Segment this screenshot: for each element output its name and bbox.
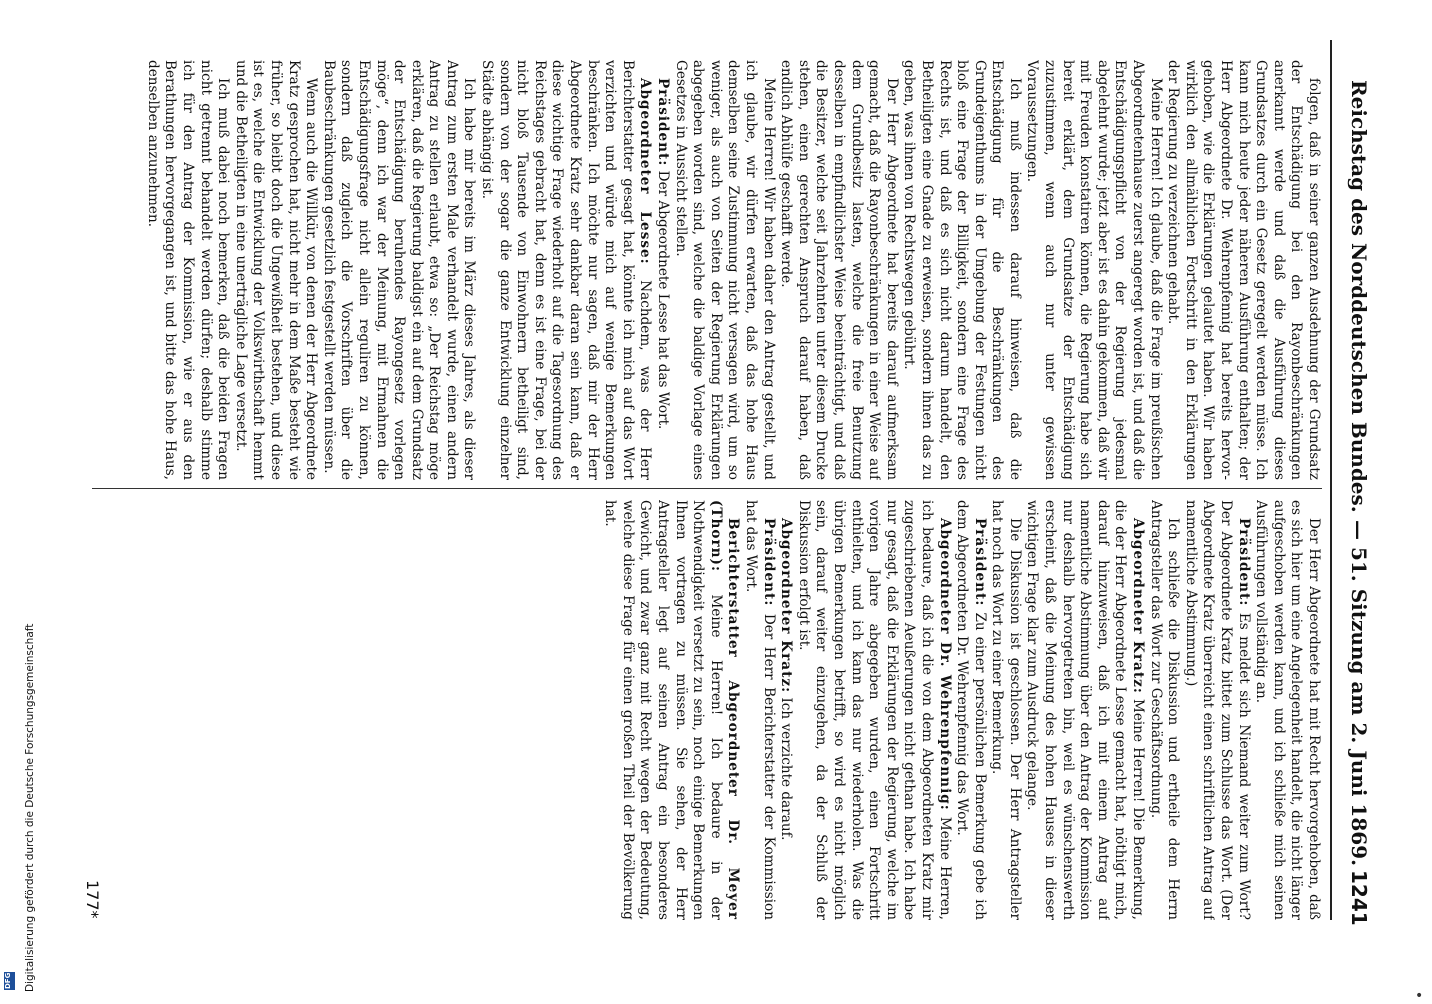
paragraph-text: Ich schließe die Diskussion und ertheile dem Herrn Antragsteller das Wort zur Geschäftsordnung. bbox=[1147, 500, 1182, 920]
paragraph bbox=[319, 60, 477, 480]
header-session: — 51. Sitzung am 2. Juni 1869. bbox=[1347, 520, 1371, 867]
paragraph-text: Meine Herren! Ich glaube, daß die Frage im preußischen Abgeordnetenhause zuerst angeregt worden ist, und daß die Entschädigungspflicht von der Regierung jedesmal abgelehnt wurde; jetzt aber ist es dahin gekommen, daß wir mit Freuden konstatiren können, die Regierung habe sich bereit erklärt, dem Grundsatze der Entschädigung zuzustimmen, wenn auch nur unter gewissen Voraussetzungen. bbox=[1024, 60, 1164, 480]
paragraph-text: Es meldet sich Niemand weiter zum Wort? Der Abgeordnete Kratz bittet zum Schlusse das Wort. (Der Abgeordnete Kratz überreicht einen schriftlichen Antrag auf namentliche Abstimmung.) bbox=[1182, 500, 1252, 920]
digitization-credit-text: Digitalisierung gefördert durch die Deutsche Forschungsgemeinschaft bbox=[24, 623, 36, 992]
speaker-name: Präsident: bbox=[971, 518, 988, 607]
column-divider bbox=[92, 488, 1322, 489]
paragraph-text: Ich muß dabei noch bemerken, daß die beiden Fragen nicht getrennt behandelt werden dürfen; deshalb stimme ich für den Antrag der Kommission, wie er aus den Berathungen hervorgegangen ist, und bitte das hohe Haus, denselben anzunehmen. bbox=[144, 60, 232, 480]
paragraph-text: Meine Herren! Die Bemerkung, die der Herr Abgeordnete Lesse gemacht hat, nöthigt mich, darauf hinzuweisen, daß ich mit einem Antrag auf namentliche Abstimmung über den Antrag der Kommission nur deshalb hervorgetreten bin, weil es wünschenswerth erscheint, daß die Meinung des hohen Hauses in dieser wichtigen Frage klar zum Ausdruck gelange. bbox=[1024, 500, 1147, 920]
paragraph bbox=[794, 500, 952, 920]
right-column bbox=[72, 500, 1322, 920]
speaker-name: Präsident: bbox=[655, 78, 672, 167]
paragraph-text: folgen, daß in seiner ganzen Ausdehnung der Grundsatz der Entschädigung bei den Rayonbeschränkungen anerkannt werde und daß die Ausführung dieses Grundsatzes durch ein Gesetz geregelt werden müsse. Ich kann mich heute jeder näheren Ausführung enthalten; der Herr Abgeordnete Dr. Wehrenpfennig hat bereits hervorgehoben, wie die Erklärungen gelautet haben. Wir haben wirklich den allmählichen Fortschritt in den Erklärungen der Regierung zu verzeichnen gehabt. bbox=[1165, 60, 1322, 480]
paragraph bbox=[671, 60, 777, 480]
paragraph bbox=[1164, 60, 1322, 480]
paragraph bbox=[601, 500, 742, 920]
corner-mark: • bbox=[1415, 988, 1424, 1004]
paragraph bbox=[1023, 60, 1164, 480]
digitization-credit bbox=[24, 623, 36, 994]
paragraph-text: Nachdem, was der Herr Berichterstatter gesagt hat, könnte ich mich auf das Wort verzichten und würde mich auf wenige Bemerkungen beschränken. Ich möchte nur sagen, daß mir der Herr Abgeordnete Kratz sehr dankbar daran sein kann, daß er diese wichtige Frage wiederholt auf die Tagesordnung des Reichstages gebracht hat, denn es ist eine Frage, bei der nicht bloß Tausende von Einwohnern betheiligt sind, sondern von der sogar die ganze Entwicklung einzelner Städte abhängig ist. bbox=[479, 60, 654, 480]
paragraph bbox=[1023, 500, 1146, 920]
paragraph bbox=[1181, 500, 1251, 920]
paragraph-text: Ich habe mir bereits im März dieses Jahres, als dieser Antrag zum ersten Male verhandelt wurde, einen andern Antrag zu stellen erlaubt, etwa so: „Der Reichstag möge erklären, daß die Regierung baldigst ein auf dem Grundsatz der Entschädigung beruhendes Rayongesetz vorlegen möge“, denn ich war der Meinung, mit Ermahnen die Entschädigungsfrage nicht allein reguliren zu können, sondern daß zugleich die Vorschriften über die Baubeschränkungen gesetzlich festgestellt werden müssen. bbox=[320, 60, 478, 480]
signature-mark: 177* bbox=[83, 880, 102, 919]
left-column bbox=[72, 60, 1322, 480]
paragraph bbox=[231, 60, 319, 480]
page-number: 1241 bbox=[1347, 870, 1371, 926]
paragraph bbox=[653, 60, 671, 480]
speaker-name: Präsident: bbox=[760, 518, 777, 607]
paragraph-text: Der Abgeordnete Lesse hat das Wort. bbox=[655, 170, 672, 430]
paragraph bbox=[1252, 500, 1322, 920]
paragraph-text: Zu einer persönlichen Bemerkung gebe ich dem Abgeordneten Dr. Wehrenpfennig das Wort. bbox=[954, 500, 988, 920]
speaker-name: Abgeordneter Lesse: bbox=[637, 78, 654, 265]
header-title: Reichstag des Norddeutschen Bundes. bbox=[1347, 80, 1371, 513]
paragraph-text: Meine Herren, ich bedaure, daß ich die von dem Abgeordneten Kratz mir zugeschriebenen Aeußerungen nicht gethan habe. Ich habe nur gesagt, daß die Erklärungen der Regierung, welche im vorigen Jahre abgegeben wurden, einen Fortschritt enthielten, und ich kann das nur wiederholen. Was die übrigen Bemerkungen betrifft, so wird es nicht möglich sein, darauf weiter einzugehen, da der Schluß der Diskussion erfolgt ist. bbox=[795, 500, 953, 920]
speaker-name: Abgeordneter Kratz: bbox=[1130, 518, 1147, 694]
paragraph bbox=[777, 500, 795, 920]
paragraph-text: Meine Herren! Ich bedaure in der Nothwendigkeit versetzt zu sein, noch einige Bemerkungen Ihnen vortragen zu müssen. Sie sehen, der Herr Antragsteller legt auf seinen Antrag ein besonderes Gewicht, und zwar ganz mit Recht wegen der Bedeutung, welche diese Frage für einen großen Theil der Bevölkerung hat. bbox=[602, 500, 724, 920]
speaker-name: Präsident: bbox=[1235, 518, 1252, 607]
paragraph bbox=[900, 60, 1023, 480]
paragraph bbox=[478, 60, 654, 480]
running-header bbox=[1337, 40, 1377, 940]
paragraph-text: Der Herr Abgeordnete hat mit Recht hervorgehoben, daß es sich hier um eine Angelegenheit handelt, die nicht länger aufgeschoben werden kann, und ich schließe mich seinen Ausführungen vollständig an. bbox=[1253, 500, 1322, 920]
paragraph-text: Der Herr Berichterstatter der Kommission hat das Wort. bbox=[743, 500, 777, 920]
speaker-name: Abgeordneter Kratz: bbox=[778, 518, 795, 694]
paragraph bbox=[953, 500, 988, 920]
header-rule bbox=[1330, 40, 1332, 920]
paragraph-text: Die Diskussion ist geschlossen. Der Herr Antragsteller hat noch das Wort zu einer Bemerkung. bbox=[989, 500, 1023, 920]
dfg-logo bbox=[4, 972, 15, 990]
speaker-name: Abgeordneter Dr. Wehrenpfennig: bbox=[936, 518, 953, 811]
paragraph-text: Ich verzichte darauf. bbox=[778, 697, 795, 841]
paragraph-text: Wenn auch die Willkür, von denen der Herr Abgeordnete Kratz gesprochen hat, nicht mehr in dem Maße besteht wie früher, so bleibt doch die Ungewißheit bestehen, und diese ist es, welche die Entwicklung der Volkswirthschaft hemmt und die Betheiligten in eine unerträgliche Lage versetzt. bbox=[232, 60, 320, 480]
paragraph-text: Ich muß indessen darauf hinweisen, daß die Entschädigung für die Beschränkungen des Grundeigenthums in der Umgebung der Festungen nicht bloß eine Frage der Billigkeit, sondern eine Frage des Rechts ist, und daß es sich nicht darum handelt, den Betheiligten eine Gnade zu erweisen, sondern ihnen das zu geben, was ihnen von Rechtswegen gebührt. bbox=[901, 60, 1023, 480]
paragraph-text: Meine Herren! Wir haben daher den Antrag gestellt, und ich glaube, wir dürfen erwarten, daß das hohe Haus demselben seine Zustimmung nicht versagen wird, um so weniger, als auch von Seiten der Regierung Erklärungen abgegeben worden sind, welche die baldige Vorlage eines Gesetzes in Aussicht stellen. bbox=[672, 60, 777, 480]
paragraph bbox=[1146, 500, 1181, 920]
paragraph bbox=[988, 500, 1023, 920]
paragraph bbox=[741, 500, 776, 920]
paragraph bbox=[777, 60, 900, 480]
speaker-name: Berichterstatter Abgeordneter Dr. Meyer (Thorn): bbox=[707, 500, 742, 920]
dfg-logo-text: DFG bbox=[4, 972, 12, 989]
paragraph-text: Der Herr Abgeordnete hat bereits darauf aufmerksam gemacht, daß die Rayonbeschränkungen in einer Weise auf dem Grundbesitz lasten, welche die freie Benutzung desselben in empfindlichster Weise beeinträchtigt, und daß die Besitzer, welche seit Jahrzehnten unter diesem Drucke stehen, einen gerechten Anspruch darauf haben, daß endlich Abhülfe geschafft werde. bbox=[778, 60, 900, 480]
paragraph bbox=[143, 60, 231, 480]
